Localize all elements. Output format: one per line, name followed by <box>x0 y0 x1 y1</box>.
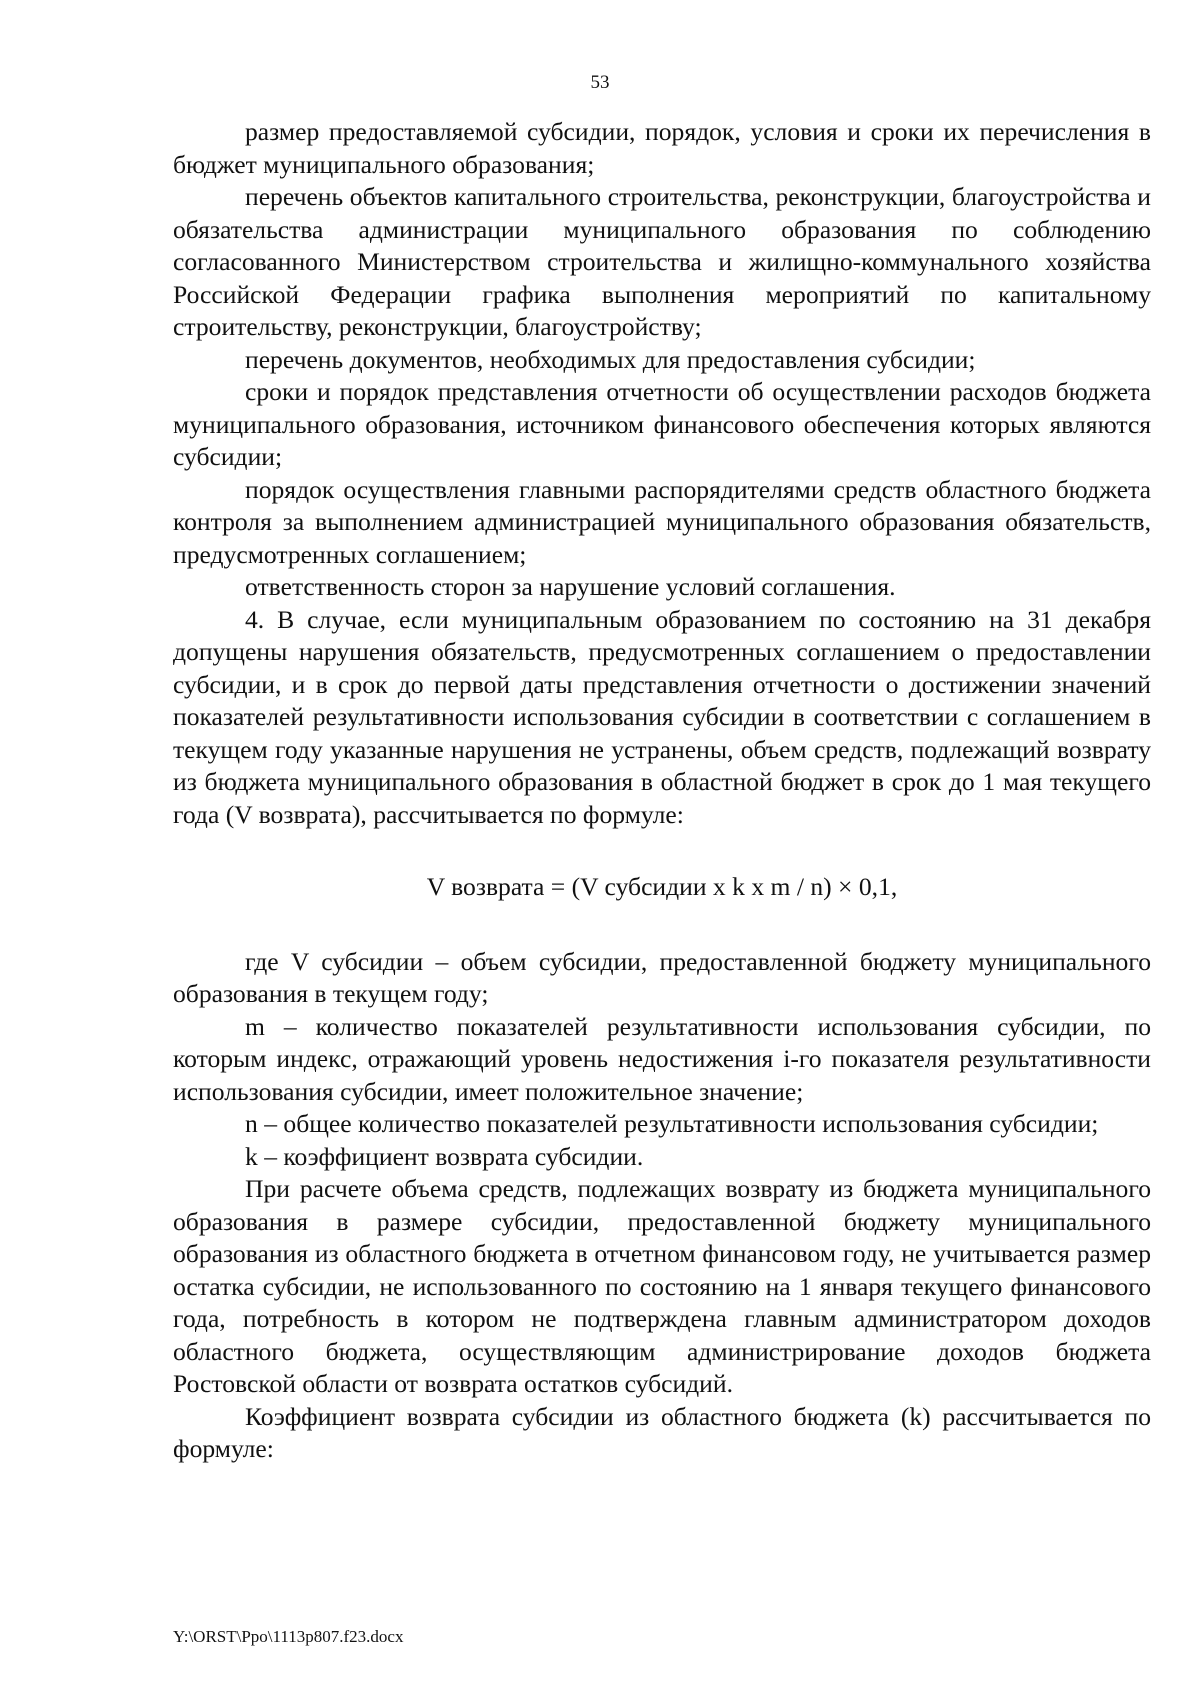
paragraph: сроки и порядок представления отчетности об осуществлении расходов бюджета муниципального образования, источником финансового обеспечения которых являются субсидии; <box>173 377 1151 471</box>
paragraph: Коэффициент возврата субсидии из областного бюджета (k) рассчитывается по формуле: <box>173 1401 1151 1463</box>
formula: V возврата = (V субсидии x k x m / n) × 0,1, <box>426 872 898 901</box>
paragraph: 4. В случае, если муниципальным образованием по состоянию на 31 декабря допущены нарушения обязательств, предусмотренных соглашением о предоставлении субсидии, и в срок до первой даты представления отчетности о достижении значений показателей результативности использования субсидии в соответствии с соглашением в текущем году указанные нарушения не устранены, объем средств, подлежащий возврату из бюджета муниципального образования в областной бюджет в срок до 1 мая текущего года (V возврата), рассчитывается по формуле: <box>173 604 1151 829</box>
paragraph: перечень документов, необходимых для предоставления субсидии; <box>245 344 976 374</box>
paragraph: При расчете объема средств, подлежащих возврату из бюджета муниципального образования в размере субсидии, предоставленной бюджету муниципального образования из областного бюджета в отчетном финансовом году, не учитывается размер остатка субсидии, не использованного по состоянию на 1 января текущего финансового года, потребность в котором не подтверждена главным администратором доходов областного бюджета, осуществляющим администрирование доходов бюджета Ростовской области от возврата остатков субсидий. <box>173 1174 1151 1398</box>
paragraph: k – коэффициент возврата субсидии. <box>245 1141 644 1171</box>
footer-file-path: Y:\ORST\Ppo\1113p807.f23.docx <box>173 1627 404 1646</box>
document-body <box>173 116 1151 1466</box>
paragraph: ответственность сторон за нарушение условий соглашения. <box>245 572 896 601</box>
paragraph: размер предоставляемой субсидии, порядок, условия и сроки их перечисления в бюджет муниципального образования; <box>173 117 1151 179</box>
paragraph: перечень объектов капитального строительства, реконструкции, благоустройства и обязательства администрации муниципального образования по соблюдению согласованного Министерством строительства и жилищно-коммунального хозяйства Российской Федерации графика выполнения мероприятий по капитальному строительству, реконструкции, благоустройству; <box>173 182 1151 341</box>
paragraph: где V субсидии – объем субсидии, предоставленной бюджету муниципального образования в текущем году; <box>173 946 1151 1008</box>
paragraph: m – количество показателей результативности использования субсидии, по которым индекс, отражающий уровень недостижения i-го показателя результативности использования субсидии, имеет положительное значение; <box>173 1011 1151 1106</box>
paragraph: n – общее количество показателей результативности использования субсидии; <box>245 1109 1099 1138</box>
paragraph: порядок осуществления главными распорядителями средств областного бюджета контроля за выполнением администрацией муниципального образования обязательств, предусмотренных соглашением; <box>173 474 1151 569</box>
page-number: 53 <box>590 72 610 93</box>
